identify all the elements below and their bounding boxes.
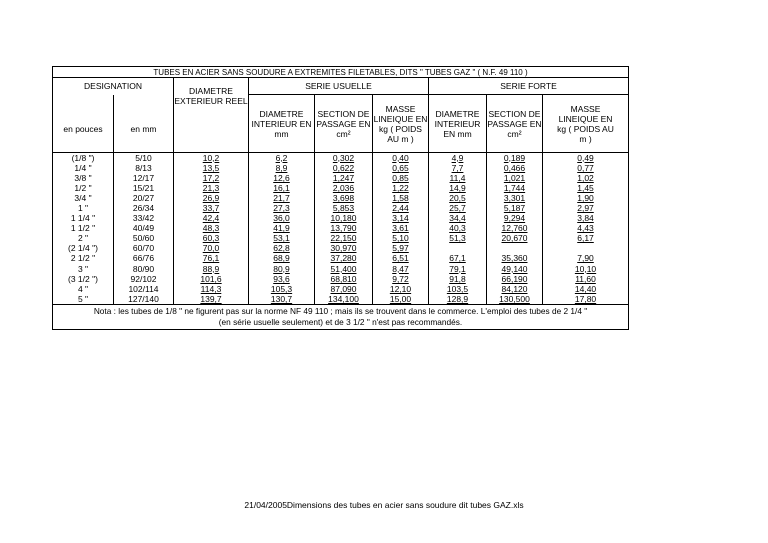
cell-forte-diametre-interieur: 51,3 (429, 234, 487, 244)
cell-usuelle-section: 1,247 (315, 173, 373, 183)
cell-forte-masse: 17,80 (543, 294, 629, 305)
cell-en-pouces: 3 " (53, 264, 114, 274)
cell-en-mm: 26/34 (114, 203, 174, 213)
table-row (53, 264, 629, 274)
cell-forte-masse (543, 244, 629, 254)
cell-usuelle-diametre-interieur: 130,7 (249, 294, 315, 305)
cell-en-mm: 66/76 (114, 254, 174, 264)
cell-usuelle-masse: 8,47 (373, 264, 429, 274)
cell-en-pouces: 4 " (53, 284, 114, 294)
cell-en-mm: 5/10 (114, 153, 174, 164)
cell-en-mm: 80/90 (114, 264, 174, 274)
cell-en-mm: 102/114 (114, 284, 174, 294)
cell-en-pouces: 1 " (53, 203, 114, 213)
forte-section-header: SECTION DE PASSAGE EN cm² (487, 95, 543, 153)
cell-forte-section: 84,120 (487, 284, 543, 294)
cell-diametre-exterieur: 26,9 (174, 193, 249, 203)
cell-usuelle-diametre-interieur: 6,2 (249, 153, 315, 164)
cell-forte-masse: 1,45 (543, 183, 629, 193)
cell-diametre-exterieur: 60,3 (174, 234, 249, 244)
cell-en-mm: 40/49 (114, 224, 174, 234)
serie-usuelle-header: SERIE USUELLE (249, 78, 429, 95)
cell-usuelle-masse: 6,51 (373, 254, 429, 264)
cell-usuelle-masse: 3,61 (373, 224, 429, 234)
cell-en-mm: 92/102 (114, 274, 174, 284)
cell-usuelle-masse: 0,85 (373, 173, 429, 183)
cell-usuelle-masse: 12,10 (373, 284, 429, 294)
cell-usuelle-section: 68,810 (315, 274, 373, 284)
cell-usuelle-section: 87,090 (315, 284, 373, 294)
cell-en-pouces: (3 1/2 ") (53, 274, 114, 284)
cell-forte-diametre-interieur: 67,1 (429, 254, 487, 264)
cell-en-pouces: 1 1/4 " (53, 214, 114, 224)
cell-en-pouces: 3/4 " (53, 193, 114, 203)
cell-forte-masse: 1,02 (543, 173, 629, 183)
cell-usuelle-section: 3,698 (315, 193, 373, 203)
cell-usuelle-section: 0,302 (315, 153, 373, 164)
cell-forte-diametre-interieur: 40,3 (429, 224, 487, 234)
usuelle-section-header: SECTION DE PASSAGE EN cm² (315, 95, 373, 153)
usuelle-diametre-interieur-header: DIAMETRE INTERIEUR EN mm (249, 95, 315, 153)
cell-en-pouces: 3/8 " (53, 173, 114, 183)
table-row (53, 244, 629, 254)
table-row (53, 203, 629, 213)
cell-usuelle-section: 51,400 (315, 264, 373, 274)
cell-forte-diametre-interieur: 7,7 (429, 163, 487, 173)
cell-usuelle-section: 37,280 (315, 254, 373, 264)
table-title: TUBES EN ACIER SANS SOUDURE A EXTREMITES FILETABLES, DITS " TUBES GAZ " ( N.F. 49 110 ) (53, 67, 629, 78)
table-row (53, 294, 629, 305)
cell-usuelle-diametre-interieur: 105,3 (249, 284, 315, 294)
cell-usuelle-diametre-interieur: 12,6 (249, 173, 315, 183)
cell-diametre-exterieur: 101,6 (174, 274, 249, 284)
cell-usuelle-section: 0,622 (315, 163, 373, 173)
cell-usuelle-section: 5,853 (315, 203, 373, 213)
cell-forte-masse: 11,60 (543, 274, 629, 284)
gas-tube-table (52, 66, 629, 330)
cell-usuelle-masse: 0,40 (373, 153, 429, 164)
cell-forte-masse: 14,40 (543, 284, 629, 294)
page-footer: 21/04/2005Dimensions des tubes en acier sans soudure dit tubes GAZ.xls (244, 500, 524, 510)
cell-en-pouces: (1/8 ") (53, 153, 114, 164)
cell-en-mm: 12/17 (114, 173, 174, 183)
designation-header: DESIGNATION (53, 78, 174, 95)
cell-en-mm: 50/60 (114, 234, 174, 244)
cell-diametre-exterieur: 33,7 (174, 203, 249, 213)
cell-diametre-exterieur: 76,1 (174, 254, 249, 264)
cell-en-mm: 60/70 (114, 244, 174, 254)
cell-forte-masse: 7,90 (543, 254, 629, 264)
cell-forte-masse: 4,43 (543, 224, 629, 234)
cell-usuelle-masse: 5,97 (373, 244, 429, 254)
cell-diametre-exterieur: 114,3 (174, 284, 249, 294)
table-row (53, 173, 629, 183)
cell-forte-diametre-interieur: 91,8 (429, 274, 487, 284)
cell-forte-diametre-interieur: 4,9 (429, 153, 487, 164)
cell-forte-section: 5,187 (487, 203, 543, 213)
cell-forte-section: 9,294 (487, 214, 543, 224)
cell-usuelle-section: 10,180 (315, 214, 373, 224)
cell-diametre-exterieur: 42,4 (174, 214, 249, 224)
table-row (53, 193, 629, 203)
cell-usuelle-masse: 2,44 (373, 203, 429, 213)
cell-diametre-exterieur: 10,2 (174, 153, 249, 164)
cell-en-pouces: 1/4 " (53, 163, 114, 173)
cell-en-mm: 15/21 (114, 183, 174, 193)
cell-forte-section (487, 244, 543, 254)
cell-usuelle-diametre-interieur: 27,3 (249, 203, 315, 213)
cell-diametre-exterieur: 21,3 (174, 183, 249, 193)
cell-forte-section: 0,466 (487, 163, 543, 173)
forte-masse-header: MASSE LINEIQUE EN kg ( POIDS AU m ) (543, 95, 629, 153)
cell-usuelle-diametre-interieur: 16,1 (249, 183, 315, 193)
table-row (53, 163, 629, 173)
cell-usuelle-section: 30,970 (315, 244, 373, 254)
cell-usuelle-diametre-interieur: 93,6 (249, 274, 315, 284)
cell-forte-section: 1,021 (487, 173, 543, 183)
cell-forte-masse: 10,10 (543, 264, 629, 274)
cell-forte-diametre-interieur: 34,4 (429, 214, 487, 224)
serie-forte-header: SERIE FORTE (429, 78, 629, 95)
cell-usuelle-diametre-interieur: 8,9 (249, 163, 315, 173)
cell-en-pouces: 1 1/2 " (53, 224, 114, 234)
cell-forte-section: 130,500 (487, 294, 543, 305)
cell-forte-diametre-interieur: 128,9 (429, 294, 487, 305)
cell-forte-masse: 2,97 (543, 203, 629, 213)
cell-diametre-exterieur: 70,0 (174, 244, 249, 254)
usuelle-masse-header: MASSE LINEIQUE EN kg ( POIDS AU m ) (373, 95, 429, 153)
cell-diametre-exterieur: 17,2 (174, 173, 249, 183)
cell-forte-diametre-interieur: 79,1 (429, 264, 487, 274)
cell-usuelle-diametre-interieur: 21,7 (249, 193, 315, 203)
cell-usuelle-diametre-interieur: 53,1 (249, 234, 315, 244)
cell-en-pouces: 2 1/2 " (53, 254, 114, 264)
nota-footnote (53, 305, 629, 330)
cell-en-mm: 127/140 (114, 294, 174, 305)
nota-line-2: (en série usuelle seulement) et de 3 1/2 " n'est pas recommandés. (218, 317, 463, 328)
cell-diametre-exterieur: 139,7 (174, 294, 249, 305)
cell-forte-section: 3,301 (487, 193, 543, 203)
cell-usuelle-section: 2,036 (315, 183, 373, 193)
cell-forte-diametre-interieur: 25,7 (429, 203, 487, 213)
cell-usuelle-section: 13,790 (315, 224, 373, 234)
cell-usuelle-masse: 3,14 (373, 214, 429, 224)
nota-line-1: Nota : les tubes de 1/8 " ne figurent pas sur la norme NF 49 110 ; mais ils se trouvent dans le commerce. L'emploi des tubes de 2 1/4 " (93, 306, 588, 317)
cell-diametre-exterieur: 48,3 (174, 224, 249, 234)
cell-en-mm: 20/27 (114, 193, 174, 203)
cell-forte-diametre-interieur: 103,5 (429, 284, 487, 294)
cell-forte-masse: 0,49 (543, 153, 629, 164)
cell-usuelle-diametre-interieur: 62,8 (249, 244, 315, 254)
table-row (53, 274, 629, 284)
cell-usuelle-masse: 9,72 (373, 274, 429, 284)
cell-en-mm: 33/42 (114, 214, 174, 224)
forte-diametre-interieur-header: DIAMETRE INTERIEUR EN mm (429, 95, 487, 153)
cell-usuelle-masse: 1,58 (373, 193, 429, 203)
cell-forte-diametre-interieur (429, 244, 487, 254)
cell-forte-section: 66,190 (487, 274, 543, 284)
cell-forte-section: 35,360 (487, 254, 543, 264)
cell-forte-section: 49,140 (487, 264, 543, 274)
cell-usuelle-masse: 15,00 (373, 294, 429, 305)
cell-forte-masse: 3,84 (543, 214, 629, 224)
cell-forte-diametre-interieur: 20,5 (429, 193, 487, 203)
table-row (53, 153, 629, 164)
en-mm-header: en mm (114, 95, 174, 153)
table-row (53, 214, 629, 224)
cell-diametre-exterieur: 13,5 (174, 163, 249, 173)
table-row (53, 254, 629, 264)
table-row (53, 284, 629, 294)
cell-usuelle-diametre-interieur: 36,0 (249, 214, 315, 224)
cell-usuelle-section: 22,150 (315, 234, 373, 244)
cell-en-pouces: 1/2 " (53, 183, 114, 193)
cell-forte-masse: 0,77 (543, 163, 629, 173)
cell-forte-section: 1,744 (487, 183, 543, 193)
cell-en-pouces: (2 1/4 ") (53, 244, 114, 254)
en-pouces-header: en pouces (53, 95, 114, 153)
cell-en-pouces: 2 " (53, 234, 114, 244)
cell-en-pouces: 5 " (53, 294, 114, 305)
cell-usuelle-diametre-interieur: 68,9 (249, 254, 315, 264)
cell-forte-section: 12,760 (487, 224, 543, 234)
table-row (53, 234, 629, 244)
cell-diametre-exterieur: 88,9 (174, 264, 249, 274)
cell-forte-section: 0,189 (487, 153, 543, 164)
cell-usuelle-masse: 0,65 (373, 163, 429, 173)
cell-forte-diametre-interieur: 11,4 (429, 173, 487, 183)
cell-usuelle-diametre-interieur: 80,9 (249, 264, 315, 274)
table-row (53, 224, 629, 234)
cell-usuelle-section: 134,100 (315, 294, 373, 305)
diametre-exterieur-header: DIAMETRE EXTERIEUR REEL (174, 78, 249, 153)
spreadsheet-table-area (52, 66, 628, 354)
cell-forte-masse: 1,90 (543, 193, 629, 203)
cell-usuelle-diametre-interieur: 41,9 (249, 224, 315, 234)
cell-forte-section: 20,670 (487, 234, 543, 244)
cell-forte-diametre-interieur: 14,9 (429, 183, 487, 193)
cell-usuelle-masse: 5,10 (373, 234, 429, 244)
cell-en-mm: 8/13 (114, 163, 174, 173)
cell-usuelle-masse: 1,22 (373, 183, 429, 193)
cell-forte-masse: 6,17 (543, 234, 629, 244)
table-row (53, 183, 629, 193)
